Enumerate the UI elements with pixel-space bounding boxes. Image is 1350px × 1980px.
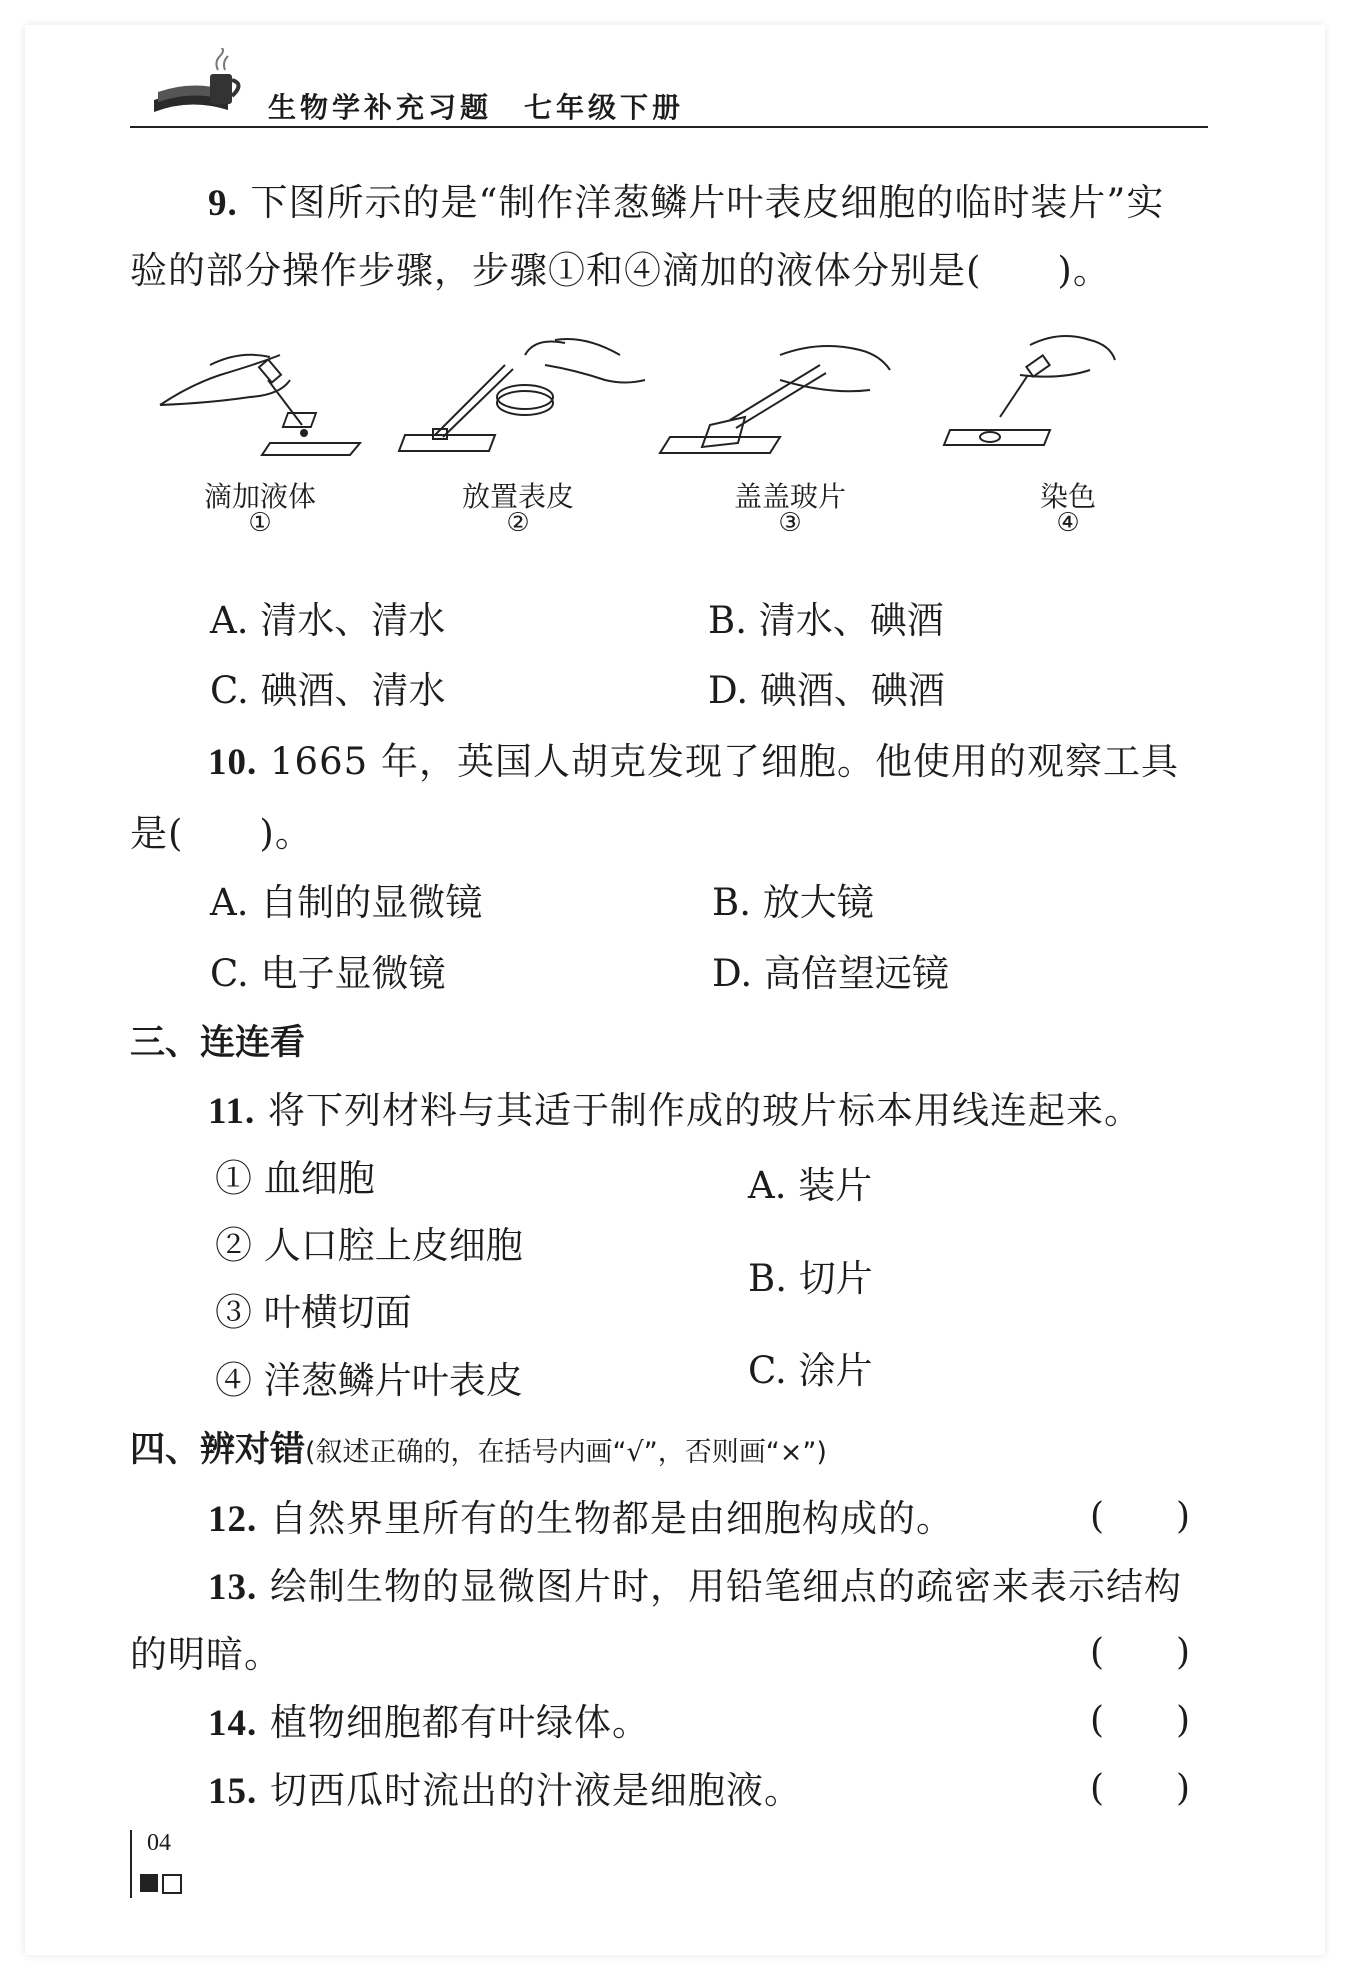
filled-square-icon	[140, 1874, 158, 1892]
question-11-number: 11.	[208, 1091, 256, 1132]
step-4-number: ④	[1056, 508, 1080, 538]
header-title: 生物学补充习题 七年级下册	[268, 91, 685, 124]
q10-option-a: A. 自制的显微镜	[210, 881, 483, 924]
q13-answer-paren: ( )	[1090, 1632, 1191, 1673]
tweezers-hand-illustration	[399, 339, 645, 451]
q9-option-d: D. 碘酒、碘酒	[708, 669, 945, 712]
q11-right-item-a: A. 装片	[748, 1164, 873, 1207]
question-10-number: 10.	[208, 742, 258, 783]
step-2-number: ②	[506, 508, 530, 538]
footer-rule	[130, 1830, 132, 1898]
q9-option-b: B. 清水、碘酒	[708, 599, 944, 642]
question-11: 11. 将下列材料与其适于制作成的玻片标本用线连起来。	[208, 1089, 1142, 1132]
q15-answer-paren: ( )	[1090, 1768, 1191, 1809]
q11-left-item-1: ① 血细胞	[215, 1157, 375, 1200]
step-1-label: 滴加液体	[203, 480, 316, 513]
q10-option-c: C. 电子显微镜	[210, 952, 446, 995]
empty-square-icon	[162, 1874, 182, 1894]
q12-answer-paren: ( )	[1090, 1496, 1191, 1537]
header-rule	[130, 126, 1208, 128]
q14-answer-paren: ( )	[1090, 1700, 1191, 1741]
question-14: 14. 植物细胞都有叶绿体。	[208, 1701, 651, 1744]
dropper-hand-illustration	[160, 355, 360, 455]
cover-slip-hand-illustration	[660, 346, 890, 453]
question-10-line1: 10. 1665 年，英国人胡克发现了细胞。他使用的观察工具	[208, 740, 1179, 783]
question-9-line1: 9. 下图所示的是“制作洋葱鳞片叶表皮细胞的临时装片”实	[208, 181, 1165, 224]
question-12: 12. 自然界里所有的生物都是由细胞构成的。	[208, 1497, 955, 1540]
question-13-line2: 的明暗。	[130, 1633, 282, 1676]
step-4-label: 染色	[1039, 480, 1096, 513]
section-3-title: 三、连连看	[130, 1023, 306, 1063]
section-4-heading	[130, 1422, 827, 1472]
q11-left-item-3: ③ 叶横切面	[215, 1291, 412, 1334]
question-9-number: 9.	[208, 183, 238, 224]
q11-right-item-c: C. 涂片	[748, 1349, 873, 1392]
stain-dropper-hand-illustration	[944, 336, 1115, 445]
section-4-note: (叙述正确的，在括号内画“√”，否则画“×”)	[305, 1437, 827, 1468]
q9-option-a: A. 清水、清水	[210, 599, 446, 642]
q11-right-item-b: B. 切片	[748, 1257, 873, 1300]
question-13-line1: 13. 绘制生物的显微图片时，用铅笔细点的疏密来表示结构	[208, 1565, 1183, 1608]
step-3-label: 盖盖玻片	[733, 480, 846, 513]
step-2-label: 放置表皮	[461, 480, 574, 513]
question-10-line2: 是( )。	[130, 812, 313, 855]
books-and-cup-icon	[150, 48, 250, 123]
q10-option-d: D. 高倍望远镜	[712, 952, 949, 995]
section-4-title: 四、辨对错	[130, 1430, 306, 1470]
q11-left-item-2: ② 人口腔上皮细胞	[215, 1224, 523, 1267]
step-3-number: ③	[778, 508, 802, 538]
page-number: 04	[147, 1830, 171, 1856]
step-1-number: ①	[248, 508, 272, 538]
question-9-line2: 验的部分操作步骤，步骤①和④滴加的液体分别是( )。	[130, 249, 1111, 292]
q10-option-b: B. 放大镜	[712, 881, 874, 924]
question-15: 15. 切西瓜时流出的汁液是细胞液。	[208, 1769, 803, 1812]
q11-left-item-4: ④ 洋葱鳞片叶表皮	[215, 1359, 523, 1402]
procedure-figure	[150, 325, 1160, 470]
q9-option-c: C. 碘酒、清水	[210, 669, 446, 712]
